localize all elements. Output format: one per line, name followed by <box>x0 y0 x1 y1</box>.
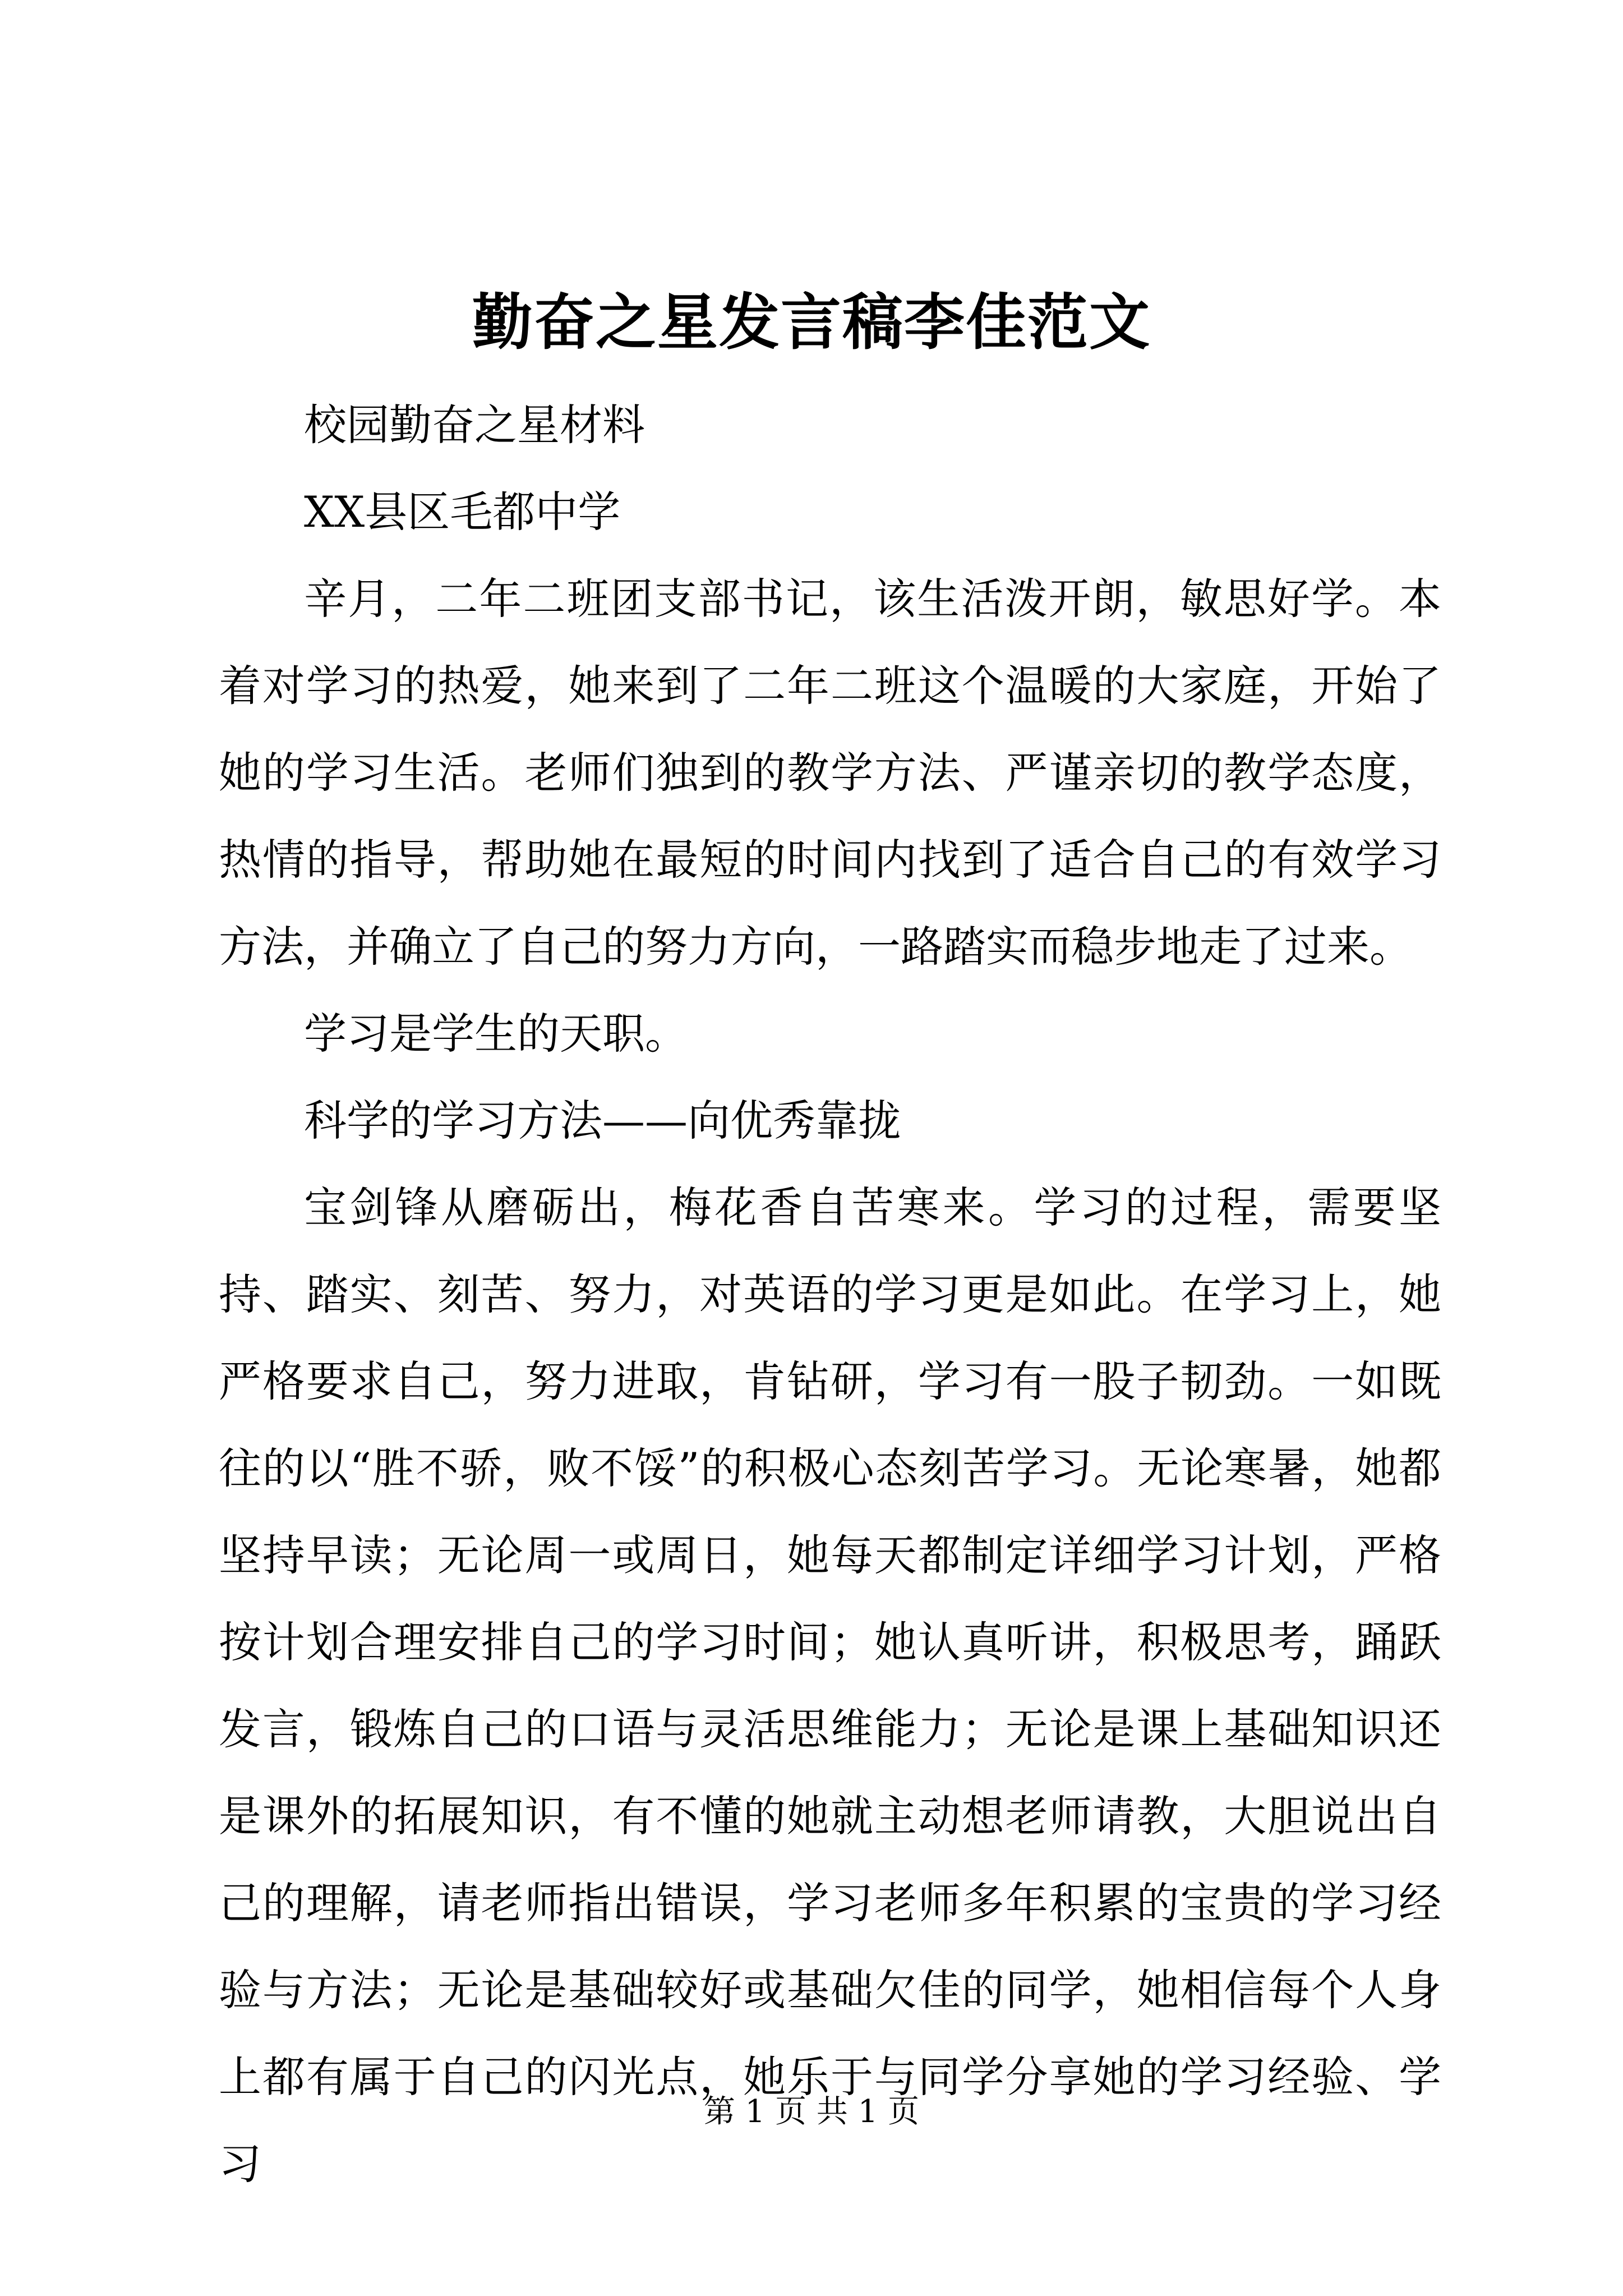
document-body <box>219 381 1441 2207</box>
paragraph-material-heading: 校园勤奋之星材料 <box>304 400 645 450</box>
paragraph-section-heading: 科学的学习方法——向优秀靠拢 <box>304 1096 901 1145</box>
paragraph-school-name: XX县区毛都中学 <box>304 487 621 537</box>
document-title: 勤奋之星发言稿李佳范文 <box>472 287 1151 358</box>
paragraph-study-duty: 学习是学生的天职。 <box>304 1009 688 1059</box>
paragraph-introduction: 辛月，二年二班团支部书记，该生活泼开朗，敏思好学。本着对学习的热爱，她来到了二年二班这个温暖的大家庭，开始了她的学习生活。老师们独到的教学方法、严谨亲切的教学态度，热情的指导，帮助她在最短的时间内找到了适合自己的有效学习方法，并确立了自己的努力方向，一路踏实而稳步地走了过来。 <box>219 574 1441 972</box>
paragraph-study-details: 宝剑锋从磨砺出，梅花香自苦寒来。学习的过程，需要坚持、踏实、刻苦、努力，对英语的学习更是如此。在学习上，她严格要求自己，努力进取，肯钻研，学习有一股子韧劲。一如既往的以“胜不骄，败不馁”的积极心态刻苦学习。无论寒暑，她都坚持早读；无论周一或周日，她每天都制定详细学习计划，严格按计划合理安排自己的学习时间；她认真听讲，积极思考，踊跃发言，锻炼自己的口语与灵活思维能力；无论是课上基础知识还是课外的拓展知识，有不懂的她就主动想老师请教，大胆说出自己的理解，请老师指出错误，学习老师多年积累的宝贵的学习经验与方法；无论是基础较好或基础欠佳的同学，她相信每个人身上都有属于自己的闪光点，她乐于与同学分享她的学习经验、学习 <box>219 1182 1441 2189</box>
page-number-footer: 第 1 页 共 1 页 <box>703 2093 920 2130</box>
